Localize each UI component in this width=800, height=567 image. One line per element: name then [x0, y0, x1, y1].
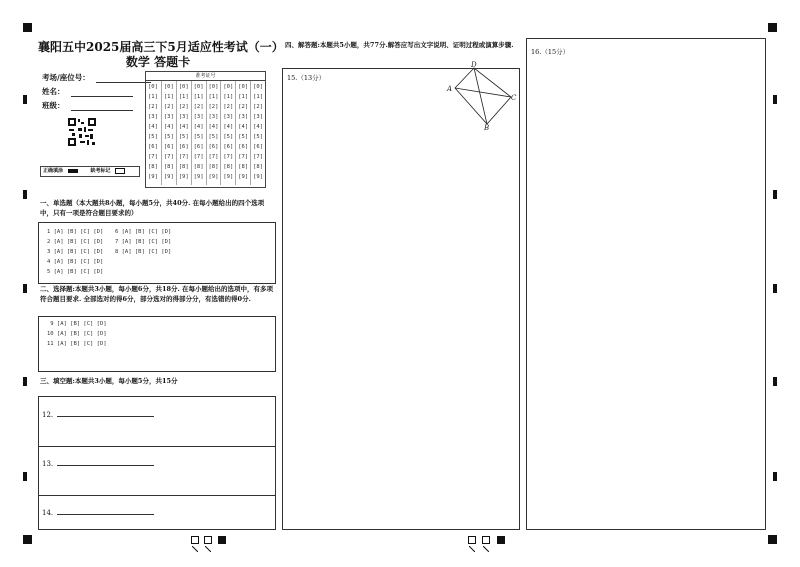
corner-mark-tl	[23, 23, 32, 32]
exam-id-digit[interactable]: [5]	[193, 134, 204, 140]
exam-id-digit[interactable]: [1]	[148, 94, 158, 100]
q5-options[interactable]: 5 [A] [B] [C] [D]	[47, 269, 104, 275]
page-mark-icon	[191, 536, 199, 544]
exam-id-column	[250, 81, 266, 185]
q2-options[interactable]: 2 [A] [B] [C] [D]	[47, 239, 104, 245]
name-label: 姓名：	[42, 87, 65, 96]
exam-id-digit[interactable]: [0]	[148, 84, 158, 90]
exam-id-digit[interactable]: [3]	[178, 114, 189, 120]
q4-options[interactable]: 4 [A] [B] [C] [D]	[47, 259, 104, 265]
exam-id-digit[interactable]: [7]	[238, 154, 249, 160]
exam-id-digit[interactable]: [3]	[238, 114, 249, 120]
exam-id-digit[interactable]: [2]	[208, 104, 219, 110]
exam-id-digit[interactable]: [1]	[178, 94, 189, 100]
exam-id-digit[interactable]: [5]	[238, 134, 249, 140]
fill-label-14: 14.	[42, 509, 54, 517]
exam-id-digit[interactable]: [5]	[223, 134, 234, 140]
exam-id-digit[interactable]: [2]	[238, 104, 249, 110]
exam-id-digit[interactable]: [9]	[193, 174, 204, 180]
exam-id-digit[interactable]: [8]	[193, 164, 204, 170]
divider	[39, 446, 275, 447]
side-mark	[773, 95, 777, 104]
vertex-label-a: A	[447, 85, 453, 93]
exam-id-digit[interactable]: [9]	[163, 174, 174, 180]
exam-id-digit[interactable]: [6]	[238, 144, 249, 150]
section1-heading: 一、单选题（本大题共8小题，每小题5分，共40分. 在每小题给出的四个选项中，只有一项是符合题目要求的）	[40, 199, 265, 217]
page-mark-icon	[468, 536, 476, 544]
exam-id-digit[interactable]: [6]	[253, 144, 264, 150]
exam-id-digit[interactable]: [3]	[148, 114, 158, 120]
q1-options[interactable]: 1 [A] [B] [C] [D]	[47, 229, 104, 235]
exam-id-digit[interactable]: [8]	[253, 164, 264, 170]
exam-id-digit[interactable]: [2]	[193, 104, 204, 110]
exam-id-column	[206, 81, 222, 185]
fill-legend	[40, 166, 140, 177]
exam-id-digit[interactable]: [8]	[178, 164, 189, 170]
exam-id-digit[interactable]: [6]	[178, 144, 189, 150]
divider	[39, 495, 275, 496]
exam-id-digit[interactable]: [7]	[208, 154, 219, 160]
exam-id-digit[interactable]: [4]	[163, 124, 174, 130]
exam-id-digit[interactable]: [2]	[148, 104, 158, 110]
vertex-label-c: C	[511, 94, 517, 102]
section3-heading: 三、填空题:本题共3小题，每小题5分，共15分	[40, 377, 178, 385]
exam-id-digit[interactable]: [2]	[223, 104, 234, 110]
corner-mark-tr	[768, 23, 777, 32]
exam-id-digit[interactable]: [9]	[238, 174, 249, 180]
title-line2: 数学 答题卡	[125, 55, 191, 69]
fill-label-12: 12.	[42, 411, 54, 419]
exam-id-digit[interactable]: [1]	[208, 94, 219, 100]
quadrilateral-figure-icon	[444, 60, 520, 130]
exam-id-digit[interactable]: [3]	[253, 114, 264, 120]
q6-options[interactable]: 6 [A] [B] [C] [D]	[115, 229, 172, 235]
vertex-label-d: D	[471, 61, 477, 69]
exam-id-digit[interactable]: [1]	[223, 94, 234, 100]
exam-id-digit[interactable]: [4]	[253, 124, 264, 130]
side-mark	[23, 95, 27, 104]
exam-id-digit[interactable]: [5]	[253, 134, 264, 140]
exam-id-digit[interactable]: [7]	[178, 154, 189, 160]
q11-options[interactable]: 11 [A] [B] [C] [D]	[47, 341, 107, 347]
exam-id-column	[220, 81, 236, 185]
exam-id-digit[interactable]: [8]	[238, 164, 249, 170]
seat-field[interactable]	[42, 72, 151, 83]
exam-id-digit[interactable]: [2]	[178, 104, 189, 110]
exam-id-digit[interactable]: [5]	[178, 134, 189, 140]
exam-id-digit[interactable]: [6]	[208, 144, 219, 150]
title-line1: 襄阳五中2025届高三下5月适应性考试（一）	[38, 40, 284, 54]
vertex-label-b: B	[484, 124, 490, 130]
exam-id-digit[interactable]: [6]	[148, 144, 158, 150]
exam-id-digit[interactable]: [3]	[163, 114, 174, 120]
exam-id-column	[161, 81, 177, 185]
q16-answer-box[interactable]	[526, 38, 766, 530]
q8-options[interactable]: 8 [A] [B] [C] [D]	[115, 249, 172, 255]
section2-heading: 二、选择题:本题共3小题，每小题6分，共18分. 在每小题给出的选项中，有多项符合题目要求. 全部选对的得6分，部分选对的得部分分，有选错的得0分.	[40, 285, 274, 303]
exam-id-column	[191, 81, 207, 185]
side-mark	[23, 472, 27, 481]
exam-id-digit[interactable]: [9]	[223, 174, 234, 180]
fill-item-13[interactable]	[42, 460, 154, 468]
page-mark-icon	[218, 536, 226, 544]
exam-id-grid	[145, 71, 266, 188]
exam-id-digit[interactable]: [4]	[208, 124, 219, 130]
exam-id-digit[interactable]: [1]	[238, 94, 249, 100]
exam-id-digit[interactable]: [9]	[208, 174, 219, 180]
qr-code-icon	[68, 118, 96, 146]
exam-id-digit[interactable]: [1]	[193, 94, 204, 100]
exam-id-digit[interactable]: [8]	[163, 164, 174, 170]
exam-id-digit[interactable]: [1]	[163, 94, 174, 100]
exam-id-digit[interactable]: [0]	[163, 84, 174, 90]
exam-id-digit[interactable]: [4]	[178, 124, 189, 130]
exam-id-digit[interactable]: [4]	[193, 124, 204, 130]
corner-mark-bl	[23, 535, 32, 544]
exam-id-digit[interactable]: [7]	[253, 154, 264, 160]
seat-label: 考场/座位号：	[42, 73, 90, 82]
section2-answer-box	[38, 316, 276, 372]
page-mark-icon	[482, 536, 490, 544]
exam-id-column	[176, 81, 192, 185]
exam-id-digit[interactable]: [2]	[253, 104, 264, 110]
exam-id-digit[interactable]: [0]	[253, 84, 264, 90]
fill-item-12[interactable]	[42, 411, 154, 419]
side-mark	[773, 284, 777, 293]
legend-absent: 缺考标记	[90, 168, 111, 174]
exam-id-digit[interactable]: [9]	[178, 174, 189, 180]
legend-correct: 正确填涂	[43, 168, 64, 174]
exam-id-digit[interactable]: [6]	[193, 144, 204, 150]
page-title	[38, 40, 284, 70]
exam-id-digit[interactable]: [0]	[178, 84, 189, 90]
exam-id-column	[235, 81, 251, 185]
q15-label: 15.（13分）	[287, 74, 326, 82]
section3-answer-box	[38, 396, 276, 530]
section1-answer-box	[38, 222, 276, 284]
class-field[interactable]	[42, 100, 133, 111]
q3-options[interactable]: 3 [A] [B] [C] [D]	[47, 249, 104, 255]
exam-id-digit[interactable]: [4]	[238, 124, 249, 130]
exam-id-digit[interactable]: [6]	[163, 144, 174, 150]
exam-id-digit[interactable]: [8]	[223, 164, 234, 170]
name-field[interactable]	[42, 86, 133, 97]
exam-id-digit[interactable]: [8]	[148, 164, 158, 170]
side-mark	[23, 284, 27, 293]
exam-id-digit[interactable]: [3]	[223, 114, 234, 120]
exam-id-digit[interactable]: [5]	[208, 134, 219, 140]
exam-id-digit[interactable]: [3]	[193, 114, 204, 120]
side-mark	[773, 190, 777, 199]
fill-label-13: 13.	[42, 460, 54, 468]
q16-label: 16.（15分）	[531, 48, 570, 56]
exam-id-digit[interactable]: [9]	[253, 174, 264, 180]
exam-id-digit[interactable]: [7]	[193, 154, 204, 160]
exam-id-digit[interactable]: [7]	[148, 154, 158, 160]
absent-box[interactable]	[115, 168, 125, 174]
exam-id-digit[interactable]: [6]	[223, 144, 234, 150]
exam-id-digit[interactable]: [4]	[223, 124, 234, 130]
page-mark-icon	[204, 536, 212, 544]
q15-answer-box[interactable]	[282, 68, 520, 530]
side-mark	[773, 472, 777, 481]
q7-options[interactable]: 7 [A] [B] [C] [D]	[115, 239, 172, 245]
exam-id-digit[interactable]: [1]	[253, 94, 264, 100]
fill-item-14[interactable]	[42, 509, 154, 517]
q10-options[interactable]: 10 [A] [B] [C] [D]	[47, 331, 107, 337]
exam-id-digit[interactable]: [8]	[208, 164, 219, 170]
exam-id-digit[interactable]: [9]	[148, 174, 158, 180]
class-label: 班级：	[42, 101, 65, 110]
exam-id-digit[interactable]: [0]	[208, 84, 219, 90]
exam-id-digit[interactable]: [7]	[163, 154, 174, 160]
exam-id-column	[146, 81, 161, 185]
exam-id-digit[interactable]: [3]	[208, 114, 219, 120]
exam-id-digit[interactable]: [0]	[223, 84, 234, 90]
exam-id-digit[interactable]: [0]	[238, 84, 249, 90]
exam-id-label: 准考证号	[146, 72, 265, 81]
corner-mark-br	[768, 535, 777, 544]
exam-id-digit[interactable]: [2]	[163, 104, 174, 110]
q9-options[interactable]: 9 [A] [B] [C] [D]	[47, 321, 107, 327]
exam-id-digit[interactable]: [5]	[163, 134, 174, 140]
section4-heading: 四、解答题:本题共5小题，共77分.解答应写出文字说明、证明过程或演算步骤.	[285, 41, 514, 49]
side-mark	[23, 377, 27, 386]
exam-id-digit[interactable]: [7]	[223, 154, 234, 160]
exam-id-digit[interactable]: [4]	[148, 124, 158, 130]
side-mark	[773, 377, 777, 386]
exam-id-digit[interactable]: [0]	[193, 84, 204, 90]
page-mark-icon	[497, 536, 505, 544]
side-mark	[23, 190, 27, 199]
exam-id-digit[interactable]: [5]	[148, 134, 158, 140]
